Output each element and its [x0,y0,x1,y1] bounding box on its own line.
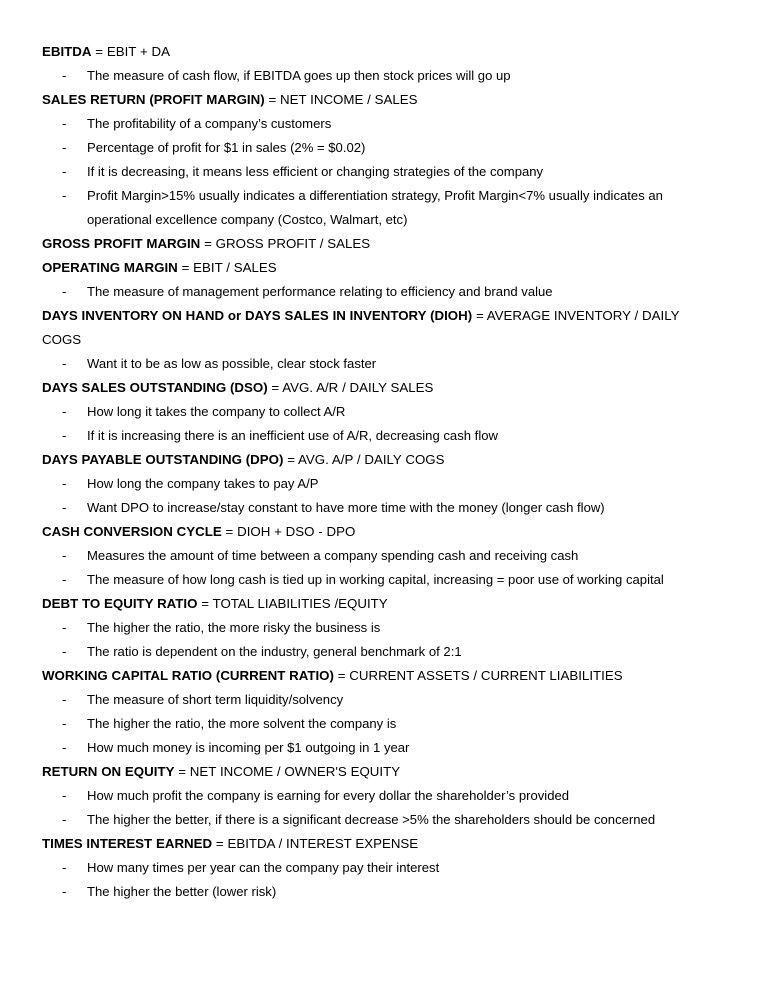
bullet-list-item [42,784,718,808]
term-label: WORKING CAPITAL RATIO (CURRENT RATIO) [42,668,334,683]
bullet-dash-marker: - [62,140,67,155]
term-definition-line [42,760,718,784]
term-definition-line [42,40,718,64]
term-label: OPERATING MARGIN [42,260,178,275]
bullet-dash-marker: - [62,68,67,83]
bullet-dash-marker: - [62,356,67,371]
bullet-dash-marker: - [62,716,67,731]
bullet-dash-marker: - [62,692,67,707]
term-formula: = EBITDA / INTEREST EXPENSE [212,836,419,851]
bullet-dash-marker: - [62,620,67,635]
bullet-dash-marker: - [62,188,67,203]
term-label: EBITDA [42,44,92,59]
bullet-dash-marker: - [62,500,67,515]
term-formula: = GROSS PROFIT / SALES [200,236,371,251]
bullet-list-item [42,112,718,136]
bullet-list-item [42,856,718,880]
term-formula: = CURRENT ASSETS / CURRENT LIABILITIES [333,668,623,683]
term-formula: = AVG. A/R / DAILY SALES [267,380,434,395]
term-formula: = EBIT + DA [91,44,170,59]
term-formula: = DIOH + DSO - DPO [221,524,356,539]
term-formula: = NET INCOME / SALES [264,92,418,107]
bullet-list-item [42,640,718,664]
term-label: DEBT TO EQUITY RATIO [42,596,198,611]
term-label: RETURN ON EQUITY [42,764,175,779]
bullet-list-item [42,424,718,448]
term-label: CASH CONVERSION CYCLE [42,524,222,539]
bullet-item-text: The measure of short term liquidity/solvency [87,692,344,707]
bullet-item-text: Measures the amount of time between a company spending cash and receiving cash [87,548,579,563]
bullet-dash-marker: - [62,884,67,899]
bullet-list-item [42,400,718,424]
bullet-dash-marker: - [62,572,67,587]
term-formula: = AVERAGE INVENTORY / DAILY COGS [42,308,680,347]
term-definition-line [42,592,718,616]
bullet-list-item [42,160,718,184]
term-label: DAYS PAYABLE OUTSTANDING (DPO) [42,452,284,467]
bullet-list-item [42,472,718,496]
term-definition-line [42,448,718,472]
bullet-list-item [42,712,718,736]
bullet-item-text: The higher the better (lower risk) [87,884,277,899]
term-label: DAYS INVENTORY ON HAND or DAYS SALES IN INVENTORY (DIOH) [42,308,473,323]
bullet-list-item [42,352,718,376]
term-label: TIMES INTEREST EARNED [42,836,213,851]
bullet-item-text: How much money is incoming per $1 outgoing in 1 year [87,740,410,755]
bullet-list-item [42,568,718,592]
bullet-item-text: If it is decreasing, it means less efficient or changing strategies of the company [87,164,544,179]
bullet-item-text: The measure of cash flow, if EBITDA goes up then stock prices will go up [87,68,511,83]
bullet-item-text: The measure of how long cash is tied up in working capital, increasing = poor use of working capital [87,572,664,587]
bullet-dash-marker: - [62,284,67,299]
bullet-list-item [42,736,718,760]
term-definition-line [42,664,718,688]
bullet-dash-marker: - [62,476,67,491]
bullet-item-text: The higher the ratio, the more solvent the company is [87,716,397,731]
bullet-item-text: Want DPO to increase/stay constant to have more time with the money (longer cash flow) [87,500,605,515]
term-label: SALES RETURN (PROFIT MARGIN) [42,92,265,107]
bullet-dash-marker: - [62,164,67,179]
term-definition-line [42,832,718,856]
bullet-list-item [42,184,718,232]
bullet-list-item [42,64,718,88]
bullet-item-text: Percentage of profit for $1 in sales (2% = $0.02) [87,140,366,155]
bullet-list-item [42,544,718,568]
bullet-item-text: How much profit the company is earning for every dollar the shareholder’s provided [87,788,570,803]
bullet-dash-marker: - [62,740,67,755]
bullet-list-item [42,280,718,304]
bullet-dash-marker: - [62,116,67,131]
bullet-dash-marker: - [62,548,67,563]
bullet-dash-marker: - [62,644,67,659]
bullet-item-text: The measure of management performance relating to efficiency and brand value [87,284,553,299]
term-definition-line [42,232,718,256]
term-definition-line [42,304,718,352]
bullet-dash-marker: - [62,860,67,875]
term-formula: = AVG. A/P / DAILY COGS [283,452,445,467]
term-definition-line [42,88,718,112]
term-definition-line [42,520,718,544]
bullet-item-text: The profitability of a company’s customers [87,116,332,131]
bullet-item-text: How long it takes the company to collect A/R [87,404,346,419]
term-label: GROSS PROFIT MARGIN [42,236,201,251]
bullet-list-item [42,880,718,904]
bullet-item-text: The ratio is dependent on the industry, general benchmark of 2:1 [87,644,462,659]
bullet-item-text: Want it to be as low as possible, clear stock faster [87,356,377,371]
document-body [42,40,718,904]
bullet-item-text: How long the company takes to pay A/P [87,476,319,491]
term-label: DAYS SALES OUTSTANDING (DSO) [42,380,268,395]
bullet-list-item [42,808,718,832]
bullet-list-item [42,616,718,640]
term-definition-line [42,376,718,400]
term-formula: = TOTAL LIABILITIES /EQUITY [197,596,388,611]
bullet-item-text: If it is increasing there is an inefficient use of A/R, decreasing cash flow [87,428,498,443]
bullet-item-text: The higher the better, if there is a significant decrease >5% the shareholders should be concerned [87,812,656,827]
term-formula: = EBIT / SALES [177,260,277,275]
term-formula: = NET INCOME / OWNER'S EQUITY [174,764,401,779]
bullet-dash-marker: - [62,428,67,443]
bullet-list-item [42,688,718,712]
bullet-dash-marker: - [62,404,67,419]
bullet-list-item [42,496,718,520]
bullet-list-item [42,136,718,160]
bullet-item-text: How many times per year can the company pay their interest [87,860,440,875]
bullet-item-text: Profit Margin>15% usually indicates a differentiation strategy, Profit Margin<7% usually indicates an operational excellence company (Costco, Walmart, etc) [87,188,663,227]
bullet-dash-marker: - [62,788,67,803]
term-definition-line [42,256,718,280]
bullet-item-text: The higher the ratio, the more risky the business is [87,620,381,635]
bullet-dash-marker: - [62,812,67,827]
